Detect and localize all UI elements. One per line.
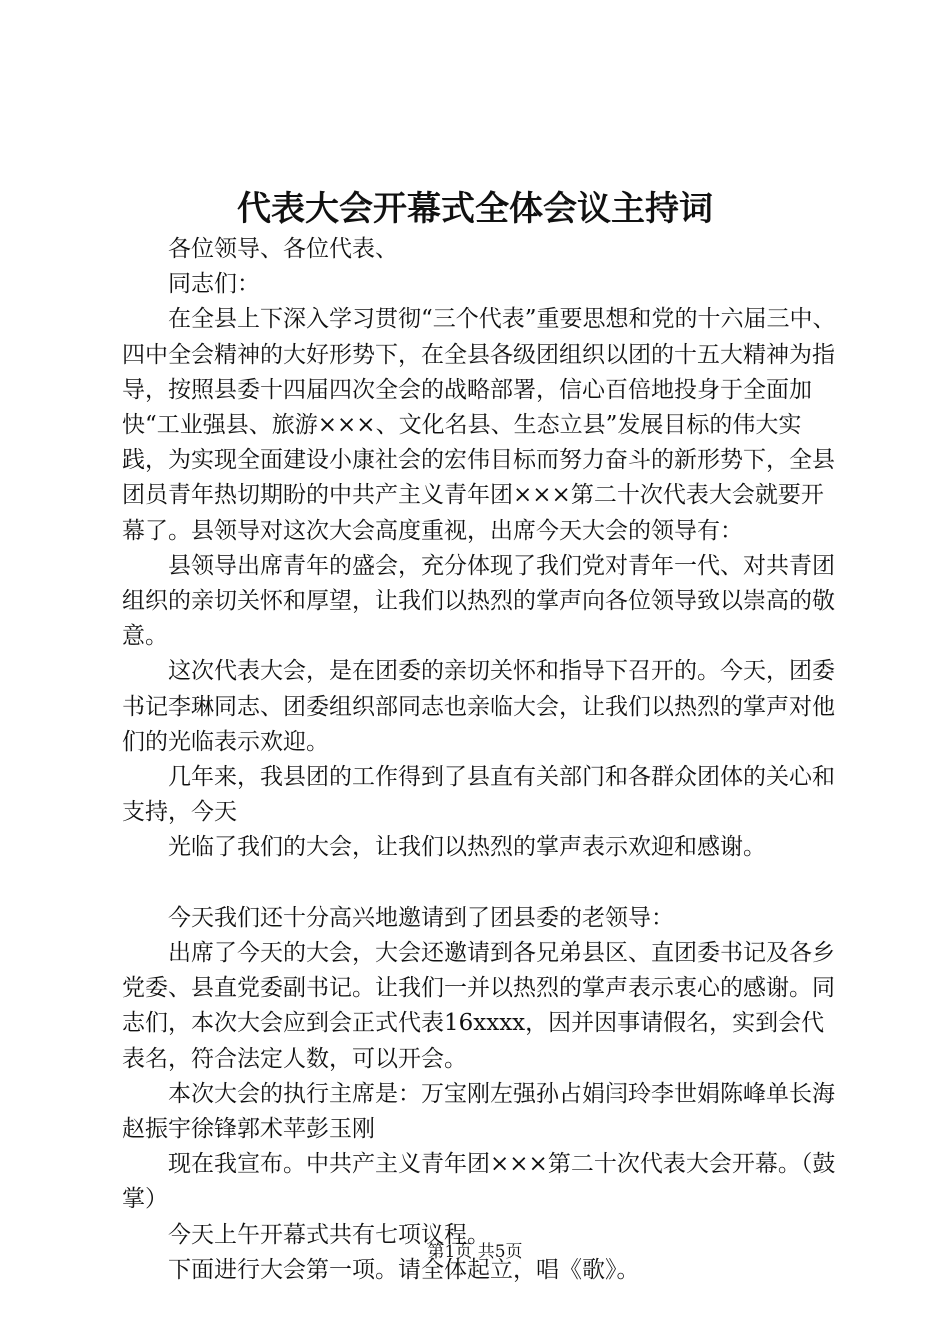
- paragraph: 今天上午开幕式共有七项议程。: [168, 1221, 490, 1248]
- paragraph: 在全县上下深入学习贯彻“三个代表”重要思想和党的十六届三中、四中全会精神的大好形势下，在全县各级团组织以团的十五大精神为指导，按照县委十四届四次全会的战略部署，信心百倍地投身于全面加快“工业强县、旅游×××、文化名县、生态立县”发展目标的伟大实践，为实现全面建设小康社会的宏伟目标而努力奋斗的新形势下，全县团员青年热切期盼的中共产主义青年团×××第二十次代表大会就要开幕了。县领导对这次大会高度重视，出席今天大会的领导有：: [122, 306, 836, 544]
- blank-line: [122, 866, 842, 901]
- paragraph: 同志们：: [168, 271, 260, 298]
- paragraph: 各位领导、各位代表、: [168, 236, 398, 262]
- paragraph: 出席了今天的大会，大会还邀请到各兄弟县区、直团委书记及各乡党委、县直党委副书记。让我们一并以热烈的掌声表示衷心的感谢。同志们，本次大会应到会正式代表16xxxx，因并因事请假名，实到会代表名，符合法定人数，可以开会。: [122, 940, 835, 1072]
- paragraph: 今天我们还十分高兴地邀请到了团县委的老领导：: [168, 904, 674, 931]
- page-footer: 第1页 共5页: [427, 1242, 523, 1262]
- paragraph: 光临了我们的大会，让我们以热烈的掌声表示欢迎和感谢。: [168, 834, 766, 861]
- paragraph: 本次大会的执行主席是：万宝刚左强孙占娟闫玲李世娟陈峰单长海赵振宇徐锋郭术苹彭玉刚: [122, 1080, 835, 1143]
- paragraph: 这次代表大会，是在团委的亲切关怀和指导下召开的。今天，团委书记李琳同志、团委组织部同志也亲临大会，让我们以热烈的掌声对他们的光临表示欢迎。: [122, 658, 835, 755]
- document-body: [122, 232, 842, 1288]
- paragraph: 下面进行大会第一项。请全体起立，唱《歌》。: [168, 1256, 640, 1283]
- paragraph: 几年来，我县团的工作得到了县直有关部门和各群众团体的关心和支持，今天: [122, 764, 835, 826]
- paragraph: 现在我宣布。中共产主义青年团×××第二十次代表大会开幕。（鼓掌）: [122, 1151, 836, 1213]
- document-title: 代表大会开幕式全体会议主持词: [237, 189, 713, 229]
- paragraph: 县领导出席青年的盛会，充分体现了我们党对青年一代、对共青团组织的亲切关怀和厚望，让我们以热烈的掌声向各位领导致以崇高的敬意。: [122, 552, 835, 650]
